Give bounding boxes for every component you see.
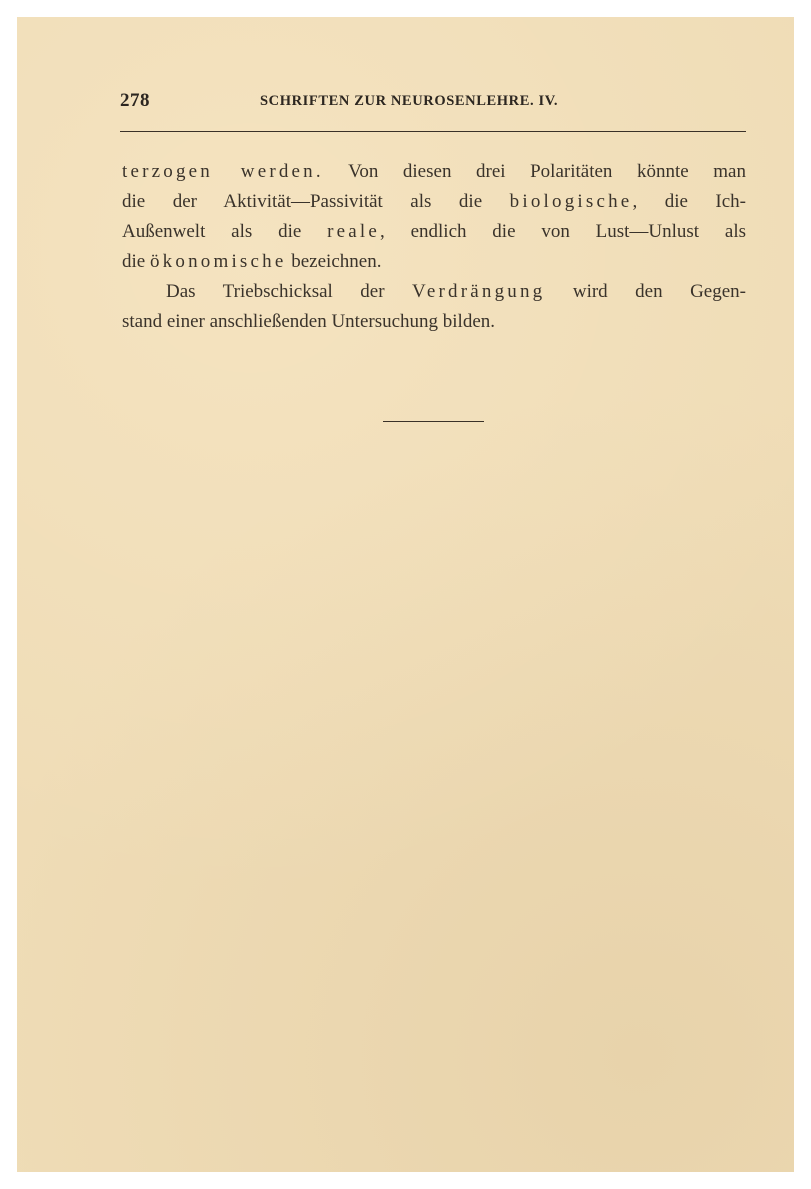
text-run: , die Ich-	[632, 191, 746, 212]
text-run: stand einer anschließenden Untersuchung bilden.	[122, 311, 496, 332]
text-run: Von diesen drei Polaritäten könnte man	[323, 161, 746, 182]
text-run: , endlich die von Lust—Unlust als	[380, 221, 746, 242]
text-run: Außenwelt als die	[122, 221, 328, 242]
spaced-text: terzogen werden.	[122, 161, 324, 182]
text-line	[122, 277, 746, 307]
text-run: die der Aktivität—Passivität als die	[122, 191, 510, 212]
spaced-text: ökonomische	[149, 251, 287, 272]
text-line	[122, 217, 746, 247]
spaced-text: Verdrängung	[412, 281, 546, 302]
text-line	[122, 307, 746, 337]
text-run: die	[122, 251, 150, 272]
text-line	[122, 157, 746, 187]
header-rule	[120, 131, 746, 132]
text-run: bezeichnen.	[286, 251, 382, 272]
text-line	[122, 247, 746, 277]
page-header	[120, 89, 746, 113]
page-number: 278	[120, 90, 150, 111]
body-text	[122, 157, 746, 337]
text-line	[122, 187, 746, 217]
section-end-rule	[383, 421, 484, 422]
running-head: SCHRIFTEN ZUR NEUROSENLEHRE. IV.	[260, 93, 559, 109]
text-run: wird den Gegen-	[545, 281, 746, 302]
spaced-text: reale	[327, 221, 381, 242]
text-run: Das Triebschicksal der	[166, 281, 413, 302]
book-page	[17, 17, 794, 1172]
spaced-text: biologische	[509, 191, 633, 212]
